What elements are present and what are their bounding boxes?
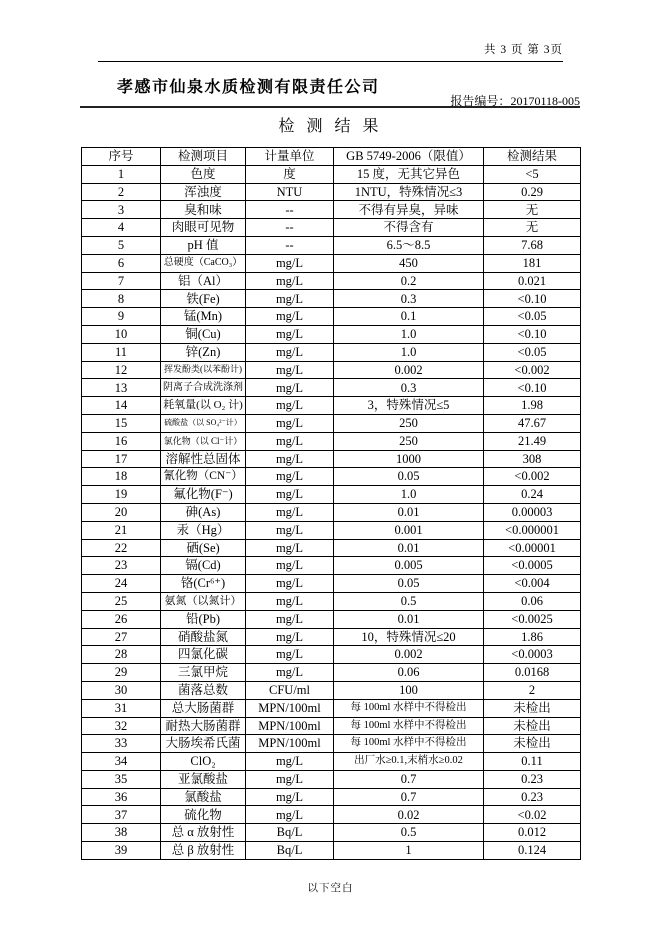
table-row	[82, 753, 581, 771]
table-cell: 铝（Al）	[161, 272, 246, 290]
table-row	[82, 539, 581, 557]
table-row	[82, 842, 581, 860]
table-cell: 8	[82, 290, 161, 308]
table-cell: 亚氯酸盐	[161, 770, 246, 788]
table-row	[82, 254, 581, 272]
table-cell: mg/L	[246, 290, 334, 308]
table-cell: --	[246, 201, 334, 219]
column-header: GB 5749-2006（限值）	[334, 148, 484, 166]
table-row	[82, 397, 581, 415]
table-cell: 耗氧量(以 O₂ 计)	[161, 397, 246, 415]
table-cell: <0.0003	[484, 646, 581, 664]
table-cell: 总 β 放射性	[161, 842, 246, 860]
table-cell: 四氯化碳	[161, 646, 246, 664]
table-row	[82, 575, 581, 593]
table-cell: 镉(Cd)	[161, 557, 246, 575]
table-row	[82, 699, 581, 717]
table-row	[82, 806, 581, 824]
table-cell: mg/L	[246, 592, 334, 610]
table-row	[82, 664, 581, 682]
table-cell: 不得有异臭，异味	[334, 201, 484, 219]
table-cell: 29	[82, 664, 161, 682]
table-cell: 6	[82, 254, 161, 272]
table-cell: 12	[82, 361, 161, 379]
table-cell: 浑浊度	[161, 183, 246, 201]
table-cell: mg/L	[246, 254, 334, 272]
table-cell: mg/L	[246, 468, 334, 486]
table-cell: <0.000001	[484, 521, 581, 539]
table-cell: 34	[82, 753, 161, 771]
table-cell: mg/L	[246, 628, 334, 646]
table-cell: 38	[82, 824, 161, 842]
table-cell: 1.0	[334, 325, 484, 343]
table-cell: 菌落总数	[161, 681, 246, 699]
table-cell: mg/L	[246, 325, 334, 343]
table-cell: 硫化物	[161, 806, 246, 824]
table-row	[82, 201, 581, 219]
table-cell: mg/L	[246, 557, 334, 575]
table-cell: 未检出	[484, 717, 581, 735]
table-cell: 无	[484, 219, 581, 237]
table-cell: 0.124	[484, 842, 581, 860]
table-cell: 1	[334, 842, 484, 860]
table-cell: 出厂水≥0.1,末梢水≥0.02	[334, 753, 484, 771]
table-cell: 4	[82, 219, 161, 237]
table-cell: 总硬度（CaCO₃）	[161, 254, 246, 272]
table-cell: --	[246, 219, 334, 237]
table-cell: 19	[82, 486, 161, 504]
table-cell: 铬(Cr⁶⁺)	[161, 575, 246, 593]
header-rule-bottom	[80, 106, 580, 108]
table-row	[82, 308, 581, 326]
table-cell: 臭和味	[161, 201, 246, 219]
table-cell: 28	[82, 646, 161, 664]
table-cell: 3，特殊情况≤5	[334, 397, 484, 415]
table-cell: 0.5	[334, 592, 484, 610]
column-header: 计量单位	[246, 148, 334, 166]
table-cell: 氯化物（以 Cl⁻计）	[161, 432, 246, 450]
table-cell: 0.2	[334, 272, 484, 290]
table-cell: 0.00003	[484, 503, 581, 521]
table-cell: 0.11	[484, 753, 581, 771]
table-cell: 每 100ml 水样中不得检出	[334, 717, 484, 735]
table-cell: 挥发酚类(以苯酚计)	[161, 361, 246, 379]
table-cell: 1.0	[334, 486, 484, 504]
table-cell: 0.06	[334, 664, 484, 682]
table-cell: NTU	[246, 183, 334, 201]
footer-note: 以下空白	[307, 883, 354, 894]
table-cell: <0.05	[484, 343, 581, 361]
table-cell: 总 α 放射性	[161, 824, 246, 842]
table-row	[82, 468, 581, 486]
table-cell: mg/L	[246, 379, 334, 397]
table-cell: 5	[82, 236, 161, 254]
table-cell: Bq/L	[246, 842, 334, 860]
table-cell: 阴离子合成洗涤剂	[161, 379, 246, 397]
table-row	[82, 735, 581, 753]
table-cell: 未检出	[484, 699, 581, 717]
table-cell: 0.29	[484, 183, 581, 201]
table-cell: 11	[82, 343, 161, 361]
table-row	[82, 486, 581, 504]
table-cell: 6.5～8.5	[334, 236, 484, 254]
table-cell: 铅(Pb)	[161, 610, 246, 628]
table-cell: 26	[82, 610, 161, 628]
table-cell: mg/L	[246, 414, 334, 432]
table-cell: mg/L	[246, 343, 334, 361]
table-row	[82, 557, 581, 575]
table-cell: 0.001	[334, 521, 484, 539]
table-row	[82, 236, 581, 254]
table-row	[82, 432, 581, 450]
table-cell: mg/L	[246, 646, 334, 664]
table-cell: 181	[484, 254, 581, 272]
table-cell: <0.002	[484, 361, 581, 379]
table-cell: 0.3	[334, 290, 484, 308]
table-body	[82, 165, 581, 859]
table-cell: 铁(Fe)	[161, 290, 246, 308]
table-cell: mg/L	[246, 788, 334, 806]
table-cell: mg/L	[246, 806, 334, 824]
table-row	[82, 183, 581, 201]
table-cell: 18	[82, 468, 161, 486]
table-cell: 35	[82, 770, 161, 788]
table-cell: <0.0005	[484, 557, 581, 575]
table-cell: 氯酸盐	[161, 788, 246, 806]
table-row	[82, 717, 581, 735]
table-cell: mg/L	[246, 539, 334, 557]
column-header: 序号	[82, 148, 161, 166]
table-row	[82, 610, 581, 628]
table-cell: 24	[82, 575, 161, 593]
table-cell: ClO₂	[161, 753, 246, 771]
table-cell: 2	[82, 183, 161, 201]
table-cell: 250	[334, 414, 484, 432]
table-cell: pH 值	[161, 236, 246, 254]
table-row	[82, 325, 581, 343]
table-cell: 0.5	[334, 824, 484, 842]
table-cell: mg/L	[246, 753, 334, 771]
table-row	[82, 450, 581, 468]
table-cell: <0.05	[484, 308, 581, 326]
table-cell: MPN/100ml	[246, 699, 334, 717]
table-cell: 耐热大肠菌群	[161, 717, 246, 735]
table-cell: MPN/100ml	[246, 735, 334, 753]
table-cell: 1	[82, 165, 161, 183]
table-cell: 1.86	[484, 628, 581, 646]
table-cell: <0.02	[484, 806, 581, 824]
table-cell: --	[246, 236, 334, 254]
table-cell: 36	[82, 788, 161, 806]
table-cell: 30	[82, 681, 161, 699]
header-rule-top	[98, 61, 563, 62]
table-cell: mg/L	[246, 450, 334, 468]
table-row	[82, 414, 581, 432]
table-cell: 33	[82, 735, 161, 753]
table-cell: 15	[82, 414, 161, 432]
table-cell: 31	[82, 699, 161, 717]
table-cell: 0.002	[334, 646, 484, 664]
table-cell: 0.01	[334, 610, 484, 628]
table-cell: <0.10	[484, 379, 581, 397]
table-row	[82, 681, 581, 699]
table-cell: mg/L	[246, 770, 334, 788]
table-row	[82, 628, 581, 646]
table-cell: 15 度，无其它异色	[334, 165, 484, 183]
table-cell: 0.23	[484, 788, 581, 806]
table-cell: 14	[82, 397, 161, 415]
table-cell: 37	[82, 806, 161, 824]
table-cell: mg/L	[246, 610, 334, 628]
table-cell: 3	[82, 201, 161, 219]
table-cell: 肉眼可见物	[161, 219, 246, 237]
table-cell: mg/L	[246, 361, 334, 379]
table-row	[82, 379, 581, 397]
table-cell: 溶解性总固体	[161, 450, 246, 468]
table-cell: 0.01	[334, 503, 484, 521]
table-cell: 三氯甲烷	[161, 664, 246, 682]
table-cell: 无	[484, 201, 581, 219]
results-table	[81, 147, 581, 860]
table-cell: 硒(Se)	[161, 539, 246, 557]
column-header: 检测结果	[484, 148, 581, 166]
table-cell: 21	[82, 521, 161, 539]
table-cell: 0.05	[334, 468, 484, 486]
table-cell: 0.23	[484, 770, 581, 788]
table-cell: 锰(Mn)	[161, 308, 246, 326]
table-cell: 7	[82, 272, 161, 290]
column-header: 检测项目	[161, 148, 246, 166]
table-cell: 0.002	[334, 361, 484, 379]
table-cell: 硝酸盐氮	[161, 628, 246, 646]
table-cell: 1.0	[334, 343, 484, 361]
table-cell: 锌(Zn)	[161, 343, 246, 361]
table-cell: 2	[484, 681, 581, 699]
table-header-row	[82, 148, 581, 166]
table-cell: 硫酸盐（以 SO₄²⁻计）	[161, 414, 246, 432]
report-number-value: 20170118-005	[510, 94, 580, 108]
table-cell: MPN/100ml	[246, 717, 334, 735]
table-cell: mg/L	[246, 575, 334, 593]
table-cell: 大肠埃希氏菌	[161, 735, 246, 753]
table-cell: 0.06	[484, 592, 581, 610]
table-row	[82, 824, 581, 842]
table-row	[82, 770, 581, 788]
table-cell: <0.002	[484, 468, 581, 486]
table-cell: 氰化物（CN⁻）	[161, 468, 246, 486]
table-cell: mg/L	[246, 503, 334, 521]
table-cell: 氨氮（以氮计）	[161, 592, 246, 610]
table-cell: 0.0168	[484, 664, 581, 682]
page-number: 共 3 页 第 3页	[484, 44, 563, 56]
table-cell: 0.7	[334, 788, 484, 806]
table-cell: 每 100ml 水样中不得检出	[334, 699, 484, 717]
table-cell: 17	[82, 450, 161, 468]
document-title: 检 测 结 果	[278, 118, 383, 135]
table-cell: 0.021	[484, 272, 581, 290]
table-cell: 16	[82, 432, 161, 450]
table-cell: 13	[82, 379, 161, 397]
table-row	[82, 521, 581, 539]
table-cell: 1.98	[484, 397, 581, 415]
table-row	[82, 646, 581, 664]
table-cell: 度	[246, 165, 334, 183]
table-cell: 23	[82, 557, 161, 575]
table-cell: mg/L	[246, 664, 334, 682]
table-cell: 25	[82, 592, 161, 610]
table-cell: 10，特殊情况≤20	[334, 628, 484, 646]
table-cell: <0.10	[484, 325, 581, 343]
table-cell: 0.012	[484, 824, 581, 842]
table-cell: 0.005	[334, 557, 484, 575]
table-cell: 39	[82, 842, 161, 860]
table-cell: 21.49	[484, 432, 581, 450]
table-cell: 砷(As)	[161, 503, 246, 521]
table-cell: 250	[334, 432, 484, 450]
table-cell: <0.10	[484, 290, 581, 308]
table-cell: CFU/ml	[246, 681, 334, 699]
table-row	[82, 290, 581, 308]
table-cell: 0.24	[484, 486, 581, 504]
table-row	[82, 343, 581, 361]
table-cell: 0.05	[334, 575, 484, 593]
report-number-label: 报告编号：	[450, 94, 511, 108]
table-cell: 汞（Hg）	[161, 521, 246, 539]
table-cell: <5	[484, 165, 581, 183]
table-cell: mg/L	[246, 397, 334, 415]
table-cell: 色度	[161, 165, 246, 183]
table-cell: <0.0025	[484, 610, 581, 628]
table-row	[82, 361, 581, 379]
table-cell: mg/L	[246, 521, 334, 539]
table-cell: 308	[484, 450, 581, 468]
table-cell: 47.67	[484, 414, 581, 432]
table-row	[82, 219, 581, 237]
table-cell: mg/L	[246, 272, 334, 290]
table-cell: 7.68	[484, 236, 581, 254]
table-cell: 未检出	[484, 735, 581, 753]
table-cell: 32	[82, 717, 161, 735]
table-cell: 0.01	[334, 539, 484, 557]
table-cell: 0.3	[334, 379, 484, 397]
table-row	[82, 272, 581, 290]
table-row	[82, 592, 581, 610]
table-cell: 0.1	[334, 308, 484, 326]
table-cell: 铜(Cu)	[161, 325, 246, 343]
table-cell: 不得含有	[334, 219, 484, 237]
table-cell: 100	[334, 681, 484, 699]
table-cell: mg/L	[246, 486, 334, 504]
table-cell: 450	[334, 254, 484, 272]
table-cell: 9	[82, 308, 161, 326]
table-cell: mg/L	[246, 432, 334, 450]
table-cell: 1000	[334, 450, 484, 468]
table-cell: <0.004	[484, 575, 581, 593]
table-cell: mg/L	[246, 308, 334, 326]
table-cell: <0.00001	[484, 539, 581, 557]
table-row	[82, 503, 581, 521]
table-cell: 0.02	[334, 806, 484, 824]
table-cell: 1NTU，特殊情况≤3	[334, 183, 484, 201]
table-cell: Bq/L	[246, 824, 334, 842]
table-cell: 总大肠菌群	[161, 699, 246, 717]
table-row	[82, 788, 581, 806]
table-cell: 每 100ml 水样中不得检出	[334, 735, 484, 753]
table-cell: 20	[82, 503, 161, 521]
table-cell: 27	[82, 628, 161, 646]
table-cell: 氟化物(F⁻)	[161, 486, 246, 504]
company-name: 孝感市仙泉水质检测有限责任公司	[117, 79, 380, 96]
table-cell: 10	[82, 325, 161, 343]
table-cell: 22	[82, 539, 161, 557]
table-cell: 0.7	[334, 770, 484, 788]
table-row	[82, 165, 581, 183]
